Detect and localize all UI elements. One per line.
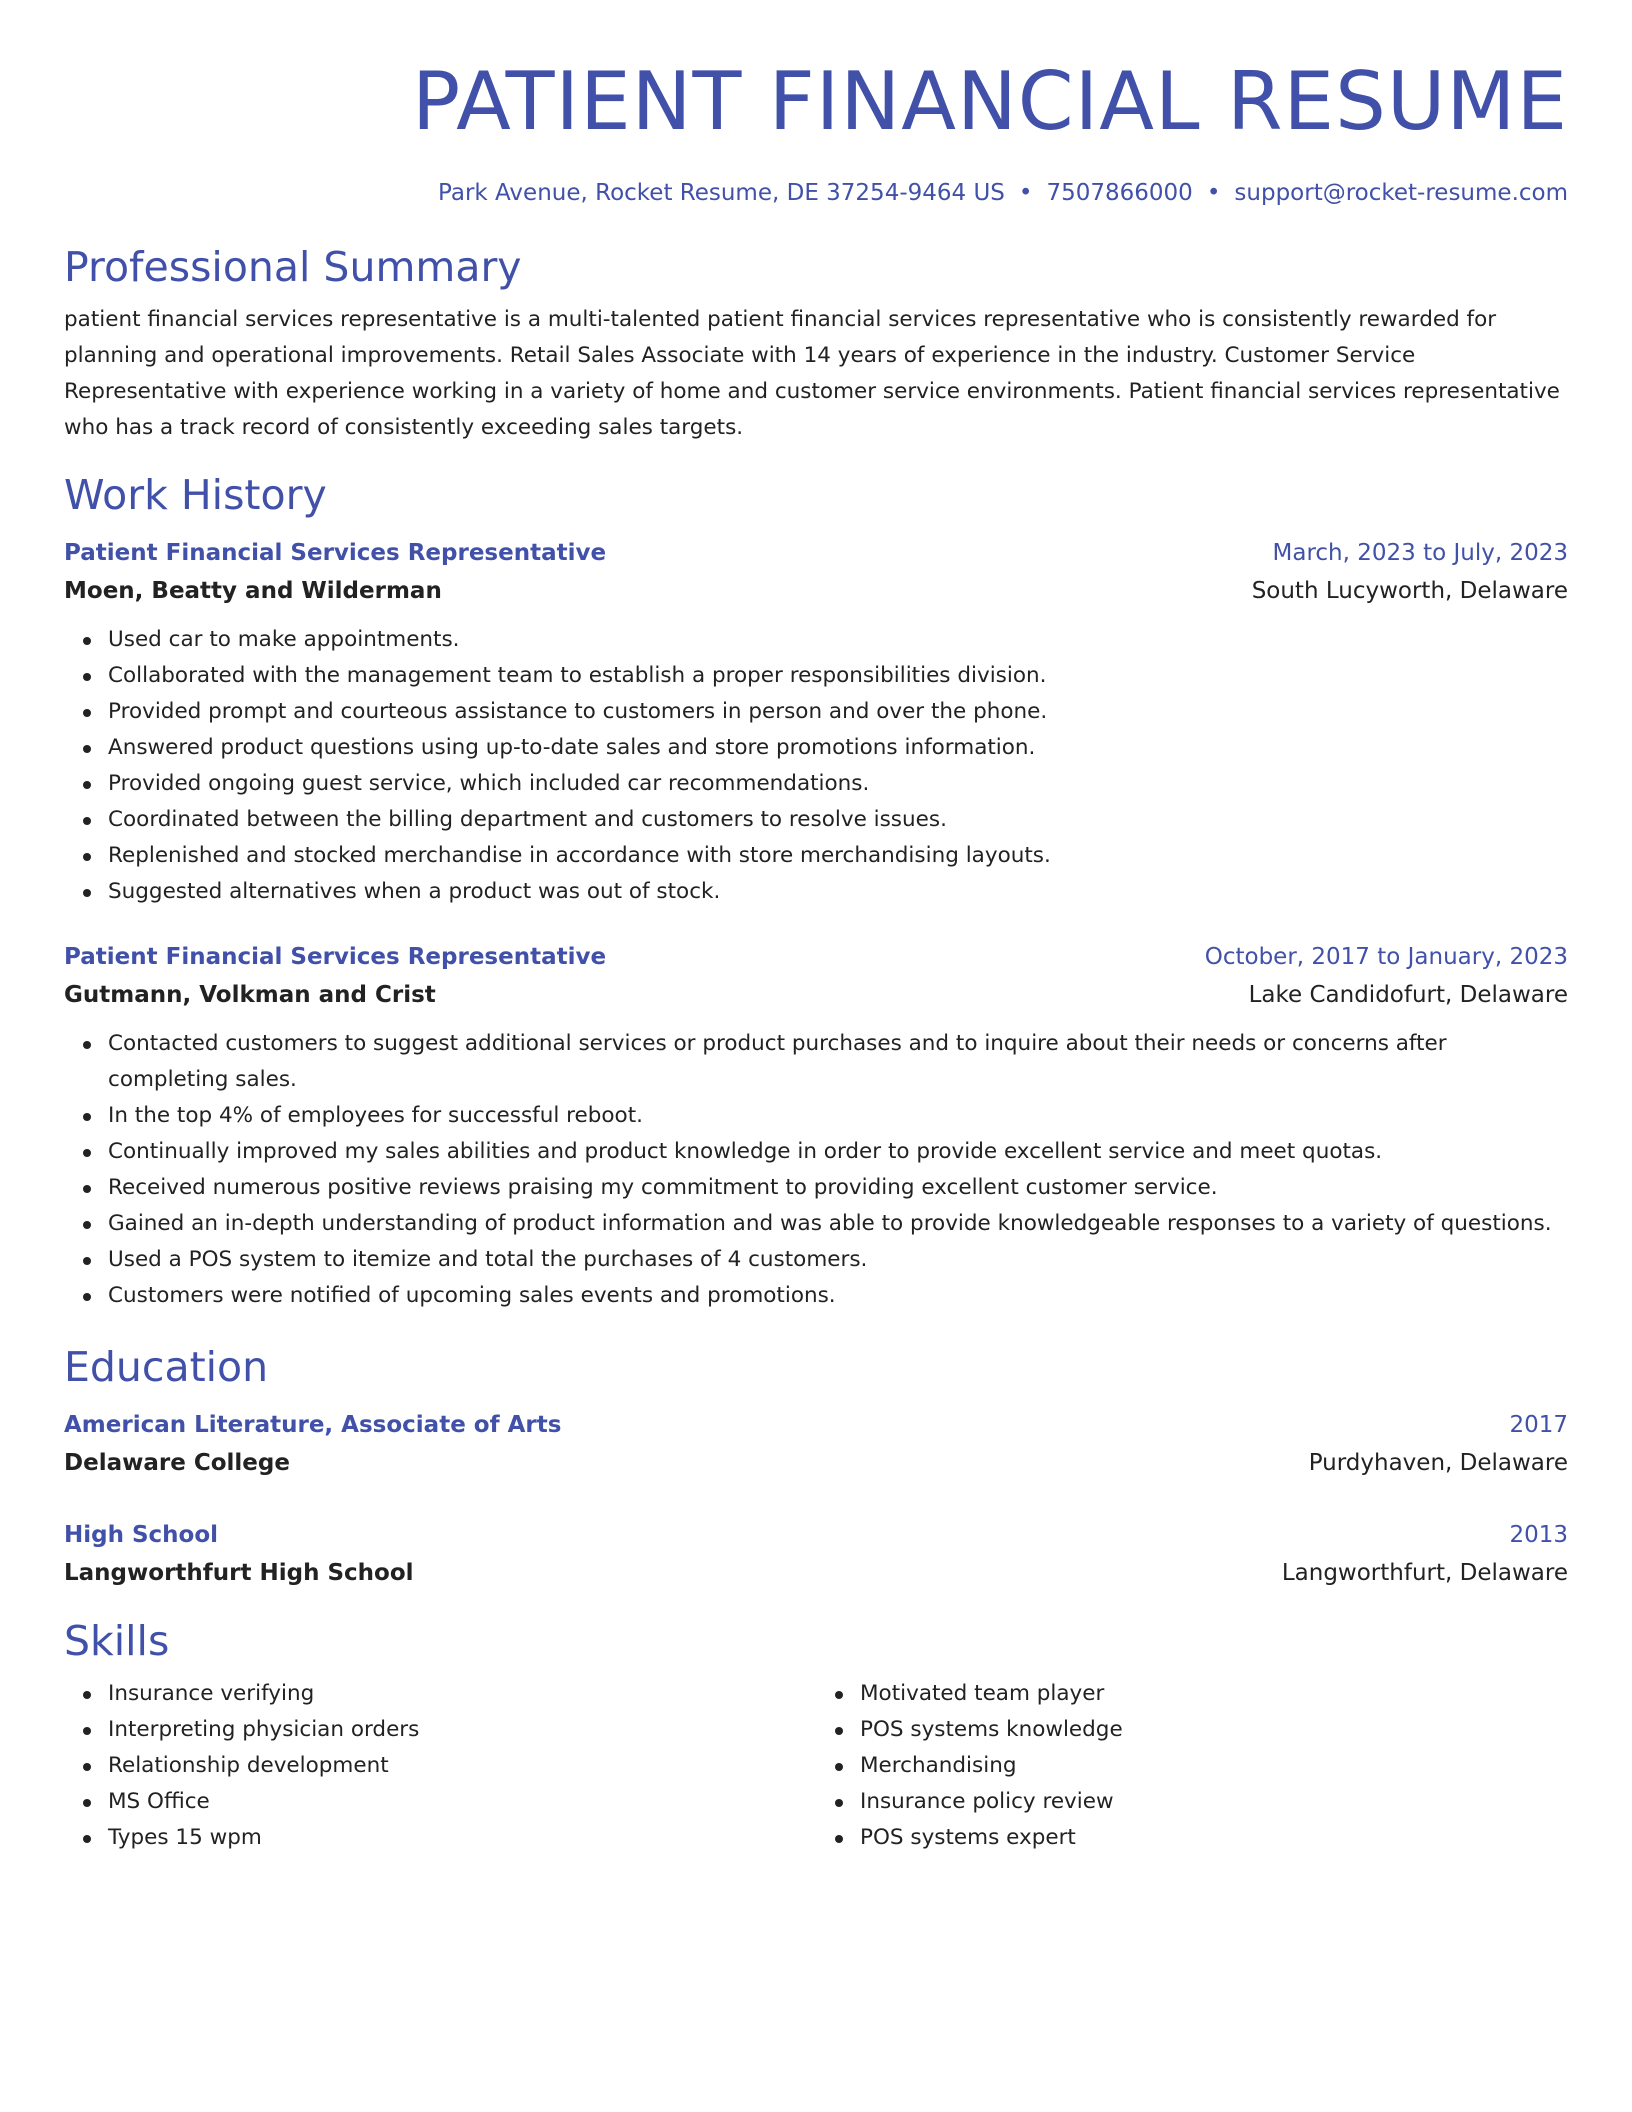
list-item: Customers were notified of upcoming sales events and promotions. <box>108 1278 1568 1314</box>
skill-item: MS Office <box>108 1784 816 1820</box>
contact-separator: • <box>1206 180 1221 206</box>
job-dates: October, 2017 to January, 2023 <box>1204 944 1568 970</box>
list-item: Used car to make appointments. <box>108 622 1568 658</box>
section-title-skills: Skills <box>64 1617 170 1665</box>
education-location: Purdyhaven, Delaware <box>1308 1450 1568 1476</box>
contact-email: support@rocket-resume.com <box>1234 180 1568 206</box>
work-section <box>64 470 1568 1314</box>
contact-address: Park Avenue, Rocket Resume, DE 37254-9464 US <box>438 180 1005 206</box>
job-bullets <box>64 1026 1568 1314</box>
education-year: 2017 <box>1509 1412 1568 1438</box>
section-title-education: Education <box>64 1343 269 1391</box>
job-title: Patient Financial Services Representative <box>64 540 607 566</box>
list-item: Replenished and stocked merchandise in accordance with store merchandising layouts. <box>108 838 1568 874</box>
education-location: Langworthfurt, Delaware <box>1281 1560 1568 1586</box>
skill-item: Insurance policy review <box>860 1784 1568 1820</box>
summary-section <box>64 242 1568 446</box>
education-header-row <box>64 1406 1568 1444</box>
skill-item: POS systems knowledge <box>860 1712 1568 1748</box>
section-title-work: Work History <box>64 471 327 519</box>
job-dates: March, 2023 to July, 2023 <box>1272 540 1568 566</box>
list-item: Gained an in-depth understanding of product information and was able to provide knowledgeable responses to a variety of questions. <box>108 1206 1568 1242</box>
job-location: South Lucyworth, Delaware <box>1251 578 1568 604</box>
job-location: Lake Candidofurt, Delaware <box>1248 982 1568 1008</box>
skill-item: Motivated team player <box>860 1676 1568 1712</box>
job-bullets <box>64 622 1568 910</box>
summary-text: patient financial services representative is a multi-talented patient financial services representative who is consistently rewarded for planning and operational improvements. Retail Sales Associate with 14 years of experience in the industry. Customer Service Representative with experience working in a variety of home and customer service environments. Patient financial services representative who has a track record of consistently exceeding sales targets. <box>64 307 1560 440</box>
skill-item: Relationship development <box>108 1748 816 1784</box>
job-header-row <box>64 938 1568 976</box>
list-item: Provided ongoing guest service, which included car recommendations. <box>108 766 1568 802</box>
job-company-row <box>64 572 1568 610</box>
list-item: Provided prompt and courteous assistance to customers in person and over the phone. <box>108 694 1568 730</box>
job-entry <box>64 938 1568 1314</box>
job-company-row <box>64 976 1568 1014</box>
education-year: 2013 <box>1509 1522 1568 1548</box>
education-header-row <box>64 1516 1568 1554</box>
contact-phone: 7507866000 <box>1046 180 1193 206</box>
skills-columns <box>64 1676 1568 1856</box>
job-title: Patient Financial Services Representative <box>64 944 607 970</box>
resume-name: PATIENT FINANCIAL RESUME <box>411 55 1568 148</box>
education-degree: High School <box>64 1522 219 1548</box>
list-item: Coordinated between the billing department and customers to resolve issues. <box>108 802 1568 838</box>
list-item: Collaborated with the management team to establish a proper responsibilities division. <box>108 658 1568 694</box>
job-company: Gutmann, Volkman and Crist <box>64 982 436 1008</box>
education-school: Langworthfurt High School <box>64 1560 414 1586</box>
skill-item: Interpreting physician orders <box>108 1712 816 1748</box>
contact-line <box>64 178 1568 208</box>
list-item: Received numerous positive reviews praising my commitment to providing excellent customer service. <box>108 1170 1568 1206</box>
list-item: In the top 4% of employees for successful reboot. <box>108 1098 1568 1134</box>
job-header-row <box>64 534 1568 572</box>
skill-item: Types 15 wpm <box>108 1820 816 1856</box>
education-entry <box>64 1406 1568 1482</box>
list-item: Continually improved my sales abilities and product knowledge in order to provide excellent service and meet quotas. <box>108 1134 1568 1170</box>
education-degree: American Literature, Associate of Arts <box>64 1412 562 1438</box>
section-title-summary: Professional Summary <box>64 243 522 291</box>
education-section <box>64 1342 1568 1592</box>
list-item: Contacted customers to suggest additional services or product purchases and to inquire about their needs or concerns after completing sales. <box>108 1026 1568 1098</box>
education-school-row <box>64 1444 1568 1482</box>
education-entry <box>64 1516 1568 1592</box>
skills-section <box>64 1616 1568 1856</box>
list-item: Used a POS system to itemize and total the purchases of 4 customers. <box>108 1242 1568 1278</box>
job-entry <box>64 534 1568 910</box>
resume-header <box>64 56 1568 208</box>
education-school: Delaware College <box>64 1450 290 1476</box>
list-item: Answered product questions using up-to-date sales and store promotions information. <box>108 730 1568 766</box>
job-company: Moen, Beatty and Wilderman <box>64 578 442 604</box>
skill-item: Merchandising <box>860 1748 1568 1784</box>
skill-item: POS systems expert <box>860 1820 1568 1856</box>
skills-list-right <box>816 1676 1568 1856</box>
skill-item: Insurance verifying <box>108 1676 816 1712</box>
contact-separator: • <box>1018 180 1033 206</box>
list-item: Suggested alternatives when a product was out of stock. <box>108 874 1568 910</box>
education-school-row <box>64 1554 1568 1592</box>
skills-list-left <box>64 1676 816 1856</box>
